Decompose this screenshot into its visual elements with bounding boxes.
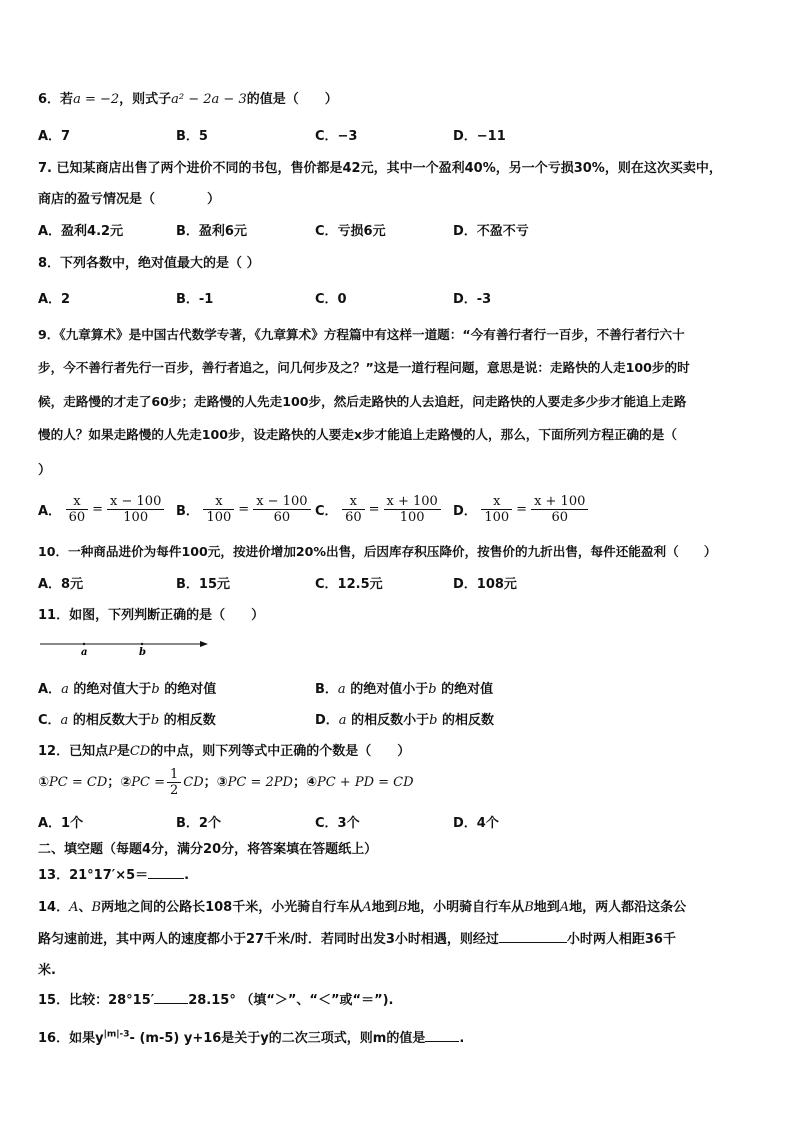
question-11: 11．如图，下列判断正确的是（ ） [38, 608, 265, 623]
q9-b-right-fraction: $\frac{x - 100}{60}$ [253, 494, 310, 525]
q12-option-d: D．4个 [453, 816, 499, 831]
q7-option-d: D．不盈不亏 [453, 224, 529, 239]
q9-option-c: C． $\frac{x}{60}$ = $\frac{x + 100}{100}$ [315, 494, 441, 525]
q12-option-a: A．1个 [38, 816, 84, 831]
q11-option-a: A．a 的绝对值大于b 的绝对值 [38, 682, 217, 697]
q10-option-a: A．8元 [38, 577, 84, 592]
q8-option-a: A．2 [38, 292, 71, 307]
q8-option-c: C．0 [315, 292, 347, 307]
q9-c-left-fraction: $\frac{x}{60}$ [342, 494, 365, 525]
q9-a-left-fraction: $\frac{x}{60}$ [66, 494, 89, 525]
q9-b-left-fraction: $\frac{x}{100}$ [203, 494, 234, 525]
q7-option-c: C．亏损6元 [315, 224, 386, 239]
q7-option-b: B．盈利6元 [176, 224, 247, 239]
question-9-line-4: 慢的人？如果走路慢的人先走100步，设走路快的人要走x步才能追上走路慢的人，那么，下面所列方程正确的是（ [38, 427, 677, 442]
question-16: 16．如果$y^{|m|-3}-$ (m-5) y+16是关于y的二次三项式，则m的值是 . [38, 1029, 465, 1046]
question-12-statements: ①PC = CD；②PC = $\frac{1}{2}$ CD；③PC = 2PD；④PC + PD = CD [38, 767, 414, 798]
q6-condition: a = −2 [73, 92, 120, 107]
q8-option-b: B．-1 [176, 292, 214, 307]
q6-expression: a² − 2a − 3 [171, 92, 247, 107]
question-9-line-2: 步，今不善行者先行一百步，善行者追之，问几何步及之？”这是一道行程问题，意思是说：走路快的人走100步的时 [38, 360, 690, 375]
question-6: 6．若a = −2，则式子a² − 2a − 3的值是（ ） [38, 92, 338, 107]
question-12: 12．已知点P是CD的中点，则下列等式中正确的个数是（ ） [38, 744, 411, 759]
question-7-line-2: 商店的盈亏情况是（ ） [38, 192, 221, 207]
point-a-dot [83, 643, 85, 645]
q12-option-b: B．2个 [176, 816, 221, 831]
q11-option-d: D．a 的相反数小于b 的相反数 [315, 713, 494, 728]
question-15: 15．比较：28°15′ 28.15° （填“＞”、“＜”或“＝”). [38, 993, 394, 1008]
q6-option-b: B．5 [176, 129, 208, 144]
q15-answer-blank[interactable] [154, 991, 188, 1004]
q8-option-d: D．-3 [453, 292, 492, 307]
q9-option-d: D． $\frac{x}{100}$ = $\frac{x + 100}{60}$ [453, 494, 588, 525]
q11-option-c: C．a 的相反数大于b 的相反数 [38, 713, 216, 728]
question-14-line-3: 米. [38, 963, 56, 978]
question-8: 8．下列各数中，绝对值最大的是（ ） [38, 256, 260, 271]
q12-option-c: C．3个 [315, 816, 360, 831]
q9-a-right-fraction: $\frac{x - 100}{100}$ [107, 494, 164, 525]
number-line-figure [38, 636, 218, 662]
q10-option-c: C．12.5元 [315, 577, 383, 592]
q7-option-a: A．盈利4.2元 [38, 224, 124, 239]
q9-option-b: B． $\frac{x}{100}$ = $\frac{x - 100}{60}$ [176, 494, 311, 525]
point-b-label: b [139, 647, 146, 658]
question-7-line-1: 7. 已知某商店出售了两个进价不同的书包，售价都是42元，其中一个盈利40%，另一个亏损30%，则在这次买卖中， [38, 161, 722, 176]
q13-answer-blank[interactable] [148, 866, 184, 879]
section-2-heading: 二、填空题（每题4分，满分20分，将答案填在答题纸上） [38, 842, 378, 857]
q9-d-right-fraction: $\frac{x + 100}{60}$ [531, 494, 588, 525]
number-line-arrowhead [200, 641, 208, 647]
question-10: 10．一种商品进价为每件100元，按进价增加20%出售，后因库存积压降价，按售价的九折出售，每件还能盈利（ ） [38, 544, 717, 559]
q14-answer-blank[interactable] [499, 930, 567, 943]
q11-option-b: B．a 的绝对值小于b 的绝对值 [315, 682, 494, 697]
q6-option-d: D．−11 [453, 129, 506, 144]
q9-d-left-fraction: $\frac{x}{100}$ [481, 494, 512, 525]
q16-answer-blank[interactable] [425, 1029, 459, 1042]
question-13: 13．21°17′×5＝ . [38, 868, 190, 883]
q6-option-a: A．7 [38, 129, 71, 144]
q6-option-c: C．−3 [315, 129, 358, 144]
question-14-line-1: 14．A、B两地之间的公路长108千米，小光骑自行车从A地到B地，小明骑自行车从B地到A地，两人都沿这条公 [38, 900, 687, 915]
question-9-line-1: 9．《九章算术》是中国古代数学专著，《九章算术》方程篇中有这样一道题：“今有善行者行一百步，不善行者行六十 [38, 327, 685, 342]
question-9-line-3: 候，走路慢的才走了60步；走路慢的人先走100步，然后走路快的人去追赶，问走路快的人要走多少步才能追上走路 [38, 394, 687, 409]
point-b-dot [141, 643, 143, 645]
question-9-line-5: ） [38, 463, 52, 478]
q9-option-a: A． $\frac{x}{60}$ = $\frac{x - 100}{100}$ [38, 494, 164, 525]
q10-option-b: B．15元 [176, 577, 230, 592]
point-a-label: a [81, 647, 88, 658]
question-14-line-2: 路匀速前进，其中两人的速度都小于27千米/时．若同时出发3小时相遇，则经过 小时两人相距36千 [38, 932, 676, 947]
q9-c-right-fraction: $\frac{x + 100}{100}$ [384, 494, 441, 525]
one-half-fraction: $\frac{1}{2}$ [167, 767, 181, 798]
q10-option-d: D．108元 [453, 577, 517, 592]
